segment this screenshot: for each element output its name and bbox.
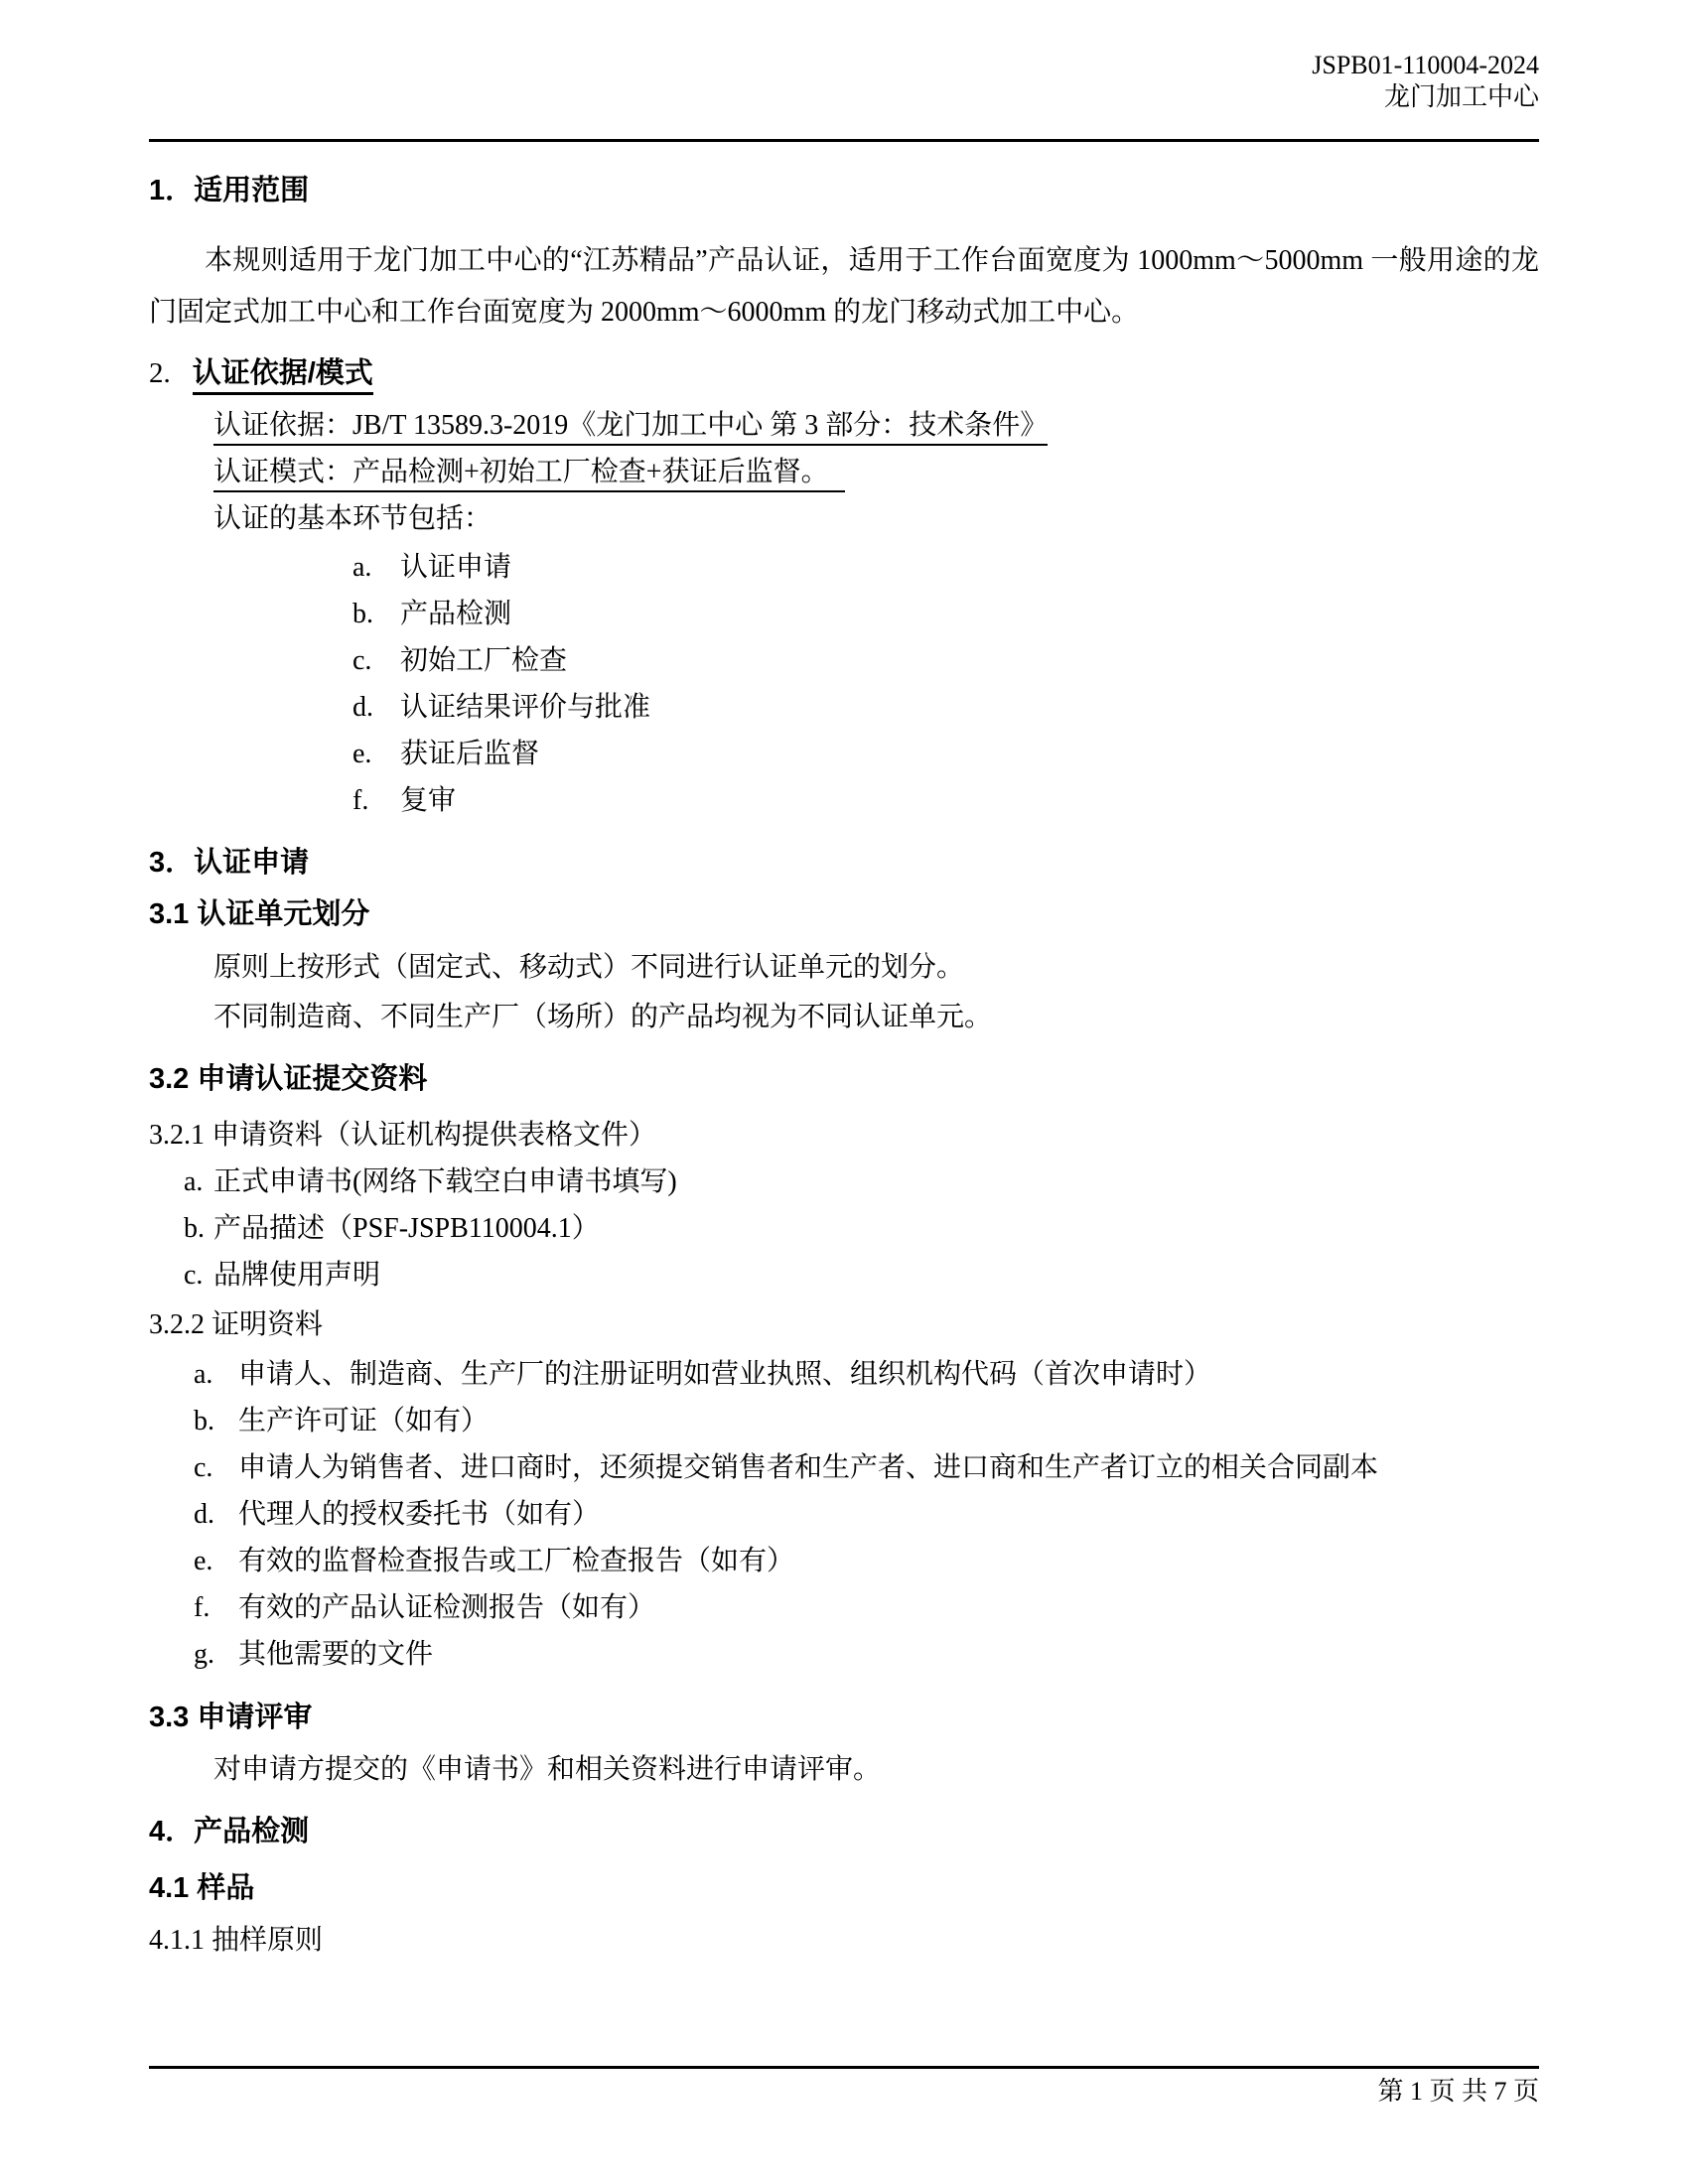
list-item-label: d. [194, 1499, 214, 1530]
section-4-1-1-heading: 4.1.1 抽样原则 [149, 1925, 324, 1956]
list-item-label: e. [352, 739, 372, 769]
list-item-label: c. [352, 645, 372, 676]
page-footer [149, 2066, 1539, 2107]
section-3-2-heading: 3.2 申请认证提交资料 [149, 1063, 428, 1095]
list-item-text: 生产许可证（如有） [238, 1406, 490, 1436]
list-item-text: 品牌使用声明 [213, 1260, 381, 1291]
list-item [194, 1538, 1539, 1584]
section-3-heading: 3．认证申请 [149, 847, 310, 879]
list-item [352, 544, 1539, 591]
list-item-label: g. [194, 1639, 214, 1670]
steps-intro-line: 认证的基本环节包括： [213, 503, 492, 534]
certification-mode-line [213, 449, 1539, 495]
doc-title: 龙门加工中心 [1383, 82, 1539, 111]
section-3-1-heading: 3.1 认证单元划分 [149, 898, 370, 930]
list-item-label: b. [184, 1213, 205, 1244]
list-item-label: b. [194, 1406, 214, 1436]
section-4-heading: 4．产品检测 [149, 1816, 310, 1847]
section-2-heading [149, 354, 1539, 392]
unit-division-line: 不同制造商、不同生产厂（场所）的产品均视为不同认证单元。 [213, 1002, 993, 1032]
list-item [194, 1584, 1539, 1631]
list-item-text: 有效的产品认证检测报告（如有） [238, 1592, 656, 1623]
list-item-label: a. [352, 552, 372, 583]
section-3-1-body [149, 943, 1539, 1042]
list-item-text: 认证申请 [400, 552, 512, 583]
list-item-text: 其他需要的文件 [238, 1639, 434, 1670]
proof-materials-list [149, 1351, 1539, 1678]
certification-steps-list [149, 544, 1539, 824]
page-header [149, 0, 1539, 142]
list-item [352, 591, 1539, 637]
list-item [184, 1252, 1539, 1298]
certification-mode-text: 认证模式：产品检测+初始工厂检查+获证后监督。 [213, 457, 845, 492]
list-item-text: 有效的监督检查报告或工厂检查报告（如有） [238, 1546, 795, 1576]
list-item-text: 代理人的授权委托书（如有） [238, 1499, 601, 1530]
doc-number: JSPB01-110004-2024 [1312, 51, 1539, 79]
certification-basis-text: 认证依据：JB/T 13589.3-2019《龙门加工中心 第 3 部分：技术条件》 [213, 410, 1048, 446]
list-item-label: c. [184, 1260, 204, 1291]
list-item [352, 637, 1539, 684]
list-item [352, 731, 1539, 777]
page-content [149, 0, 1539, 1964]
application-materials-list [149, 1159, 1539, 1298]
list-item-label: c. [194, 1452, 213, 1483]
list-item [352, 684, 1539, 731]
list-item [352, 777, 1539, 824]
list-item-text: 获证后监督 [400, 739, 540, 769]
certification-basis-line [213, 402, 1539, 449]
list-item-text: 初始工厂检查 [400, 645, 568, 676]
list-item-label: b. [352, 599, 373, 629]
section-1-paragraph: 本规则适用于龙门加工中心的“江苏精品”产品认证，适用于工作台面宽度为 1000mm～5000mm 一般用途的龙门固定式加工中心和工作台面宽度为 2000mm～6000mm 的龙门移动式加工中心。 [149, 245, 1539, 328]
section-2-body [149, 402, 1539, 542]
list-item [184, 1205, 1539, 1252]
list-item [194, 1444, 1539, 1491]
list-item-text: 产品检测 [400, 599, 512, 629]
unit-division-line: 原则上按形式（固定式、移动式）不同进行认证单元的划分。 [213, 952, 965, 983]
section-3-2-1-heading: 3.2.1 申请资料（认证机构提供表格文件） [149, 1120, 657, 1151]
page-number: 第 1 页 共 7 页 [1377, 2077, 1539, 2106]
list-item [194, 1351, 1539, 1398]
list-item-text: 申请人、制造商、生产厂的注册证明如营业执照、组织机构代码（首次申请时） [238, 1359, 1212, 1390]
list-item-label: d. [352, 692, 373, 723]
list-item-label: a. [184, 1166, 204, 1197]
list-item-text: 产品描述（PSF-JSPB110004.1） [213, 1213, 600, 1244]
list-item [184, 1159, 1539, 1205]
list-item [194, 1631, 1539, 1678]
list-item-label: f. [194, 1592, 211, 1623]
application-review-line: 对申请方提交的《申请书》和相关资料进行申请评审。 [213, 1754, 882, 1785]
section-4-1-heading: 4.1 样品 [149, 1872, 255, 1904]
section-2-number: 2. [149, 357, 171, 389]
list-item-text: 复审 [400, 785, 457, 816]
list-item-label: e. [194, 1546, 213, 1576]
list-item [194, 1398, 1539, 1444]
section-3-2-2-heading: 3.2.2 证明资料 [149, 1309, 324, 1340]
list-item-text: 认证结果评价与批准 [400, 692, 651, 723]
section-1-heading: 1．适用范围 [149, 175, 310, 206]
list-item-label: f. [352, 785, 369, 816]
section-2-title: 认证依据/模式 [193, 357, 373, 395]
list-item-text: 申请人为销售者、进口商时，还须提交销售者和生产者、进口商和生产者订立的相关合同副本 [238, 1452, 1379, 1483]
list-item-text: 正式申请书(网络下载空白申请书填写) [213, 1166, 677, 1197]
list-item [194, 1491, 1539, 1538]
section-3-3-heading: 3.3 申请评审 [149, 1702, 313, 1733]
list-item-label: a. [194, 1359, 213, 1390]
